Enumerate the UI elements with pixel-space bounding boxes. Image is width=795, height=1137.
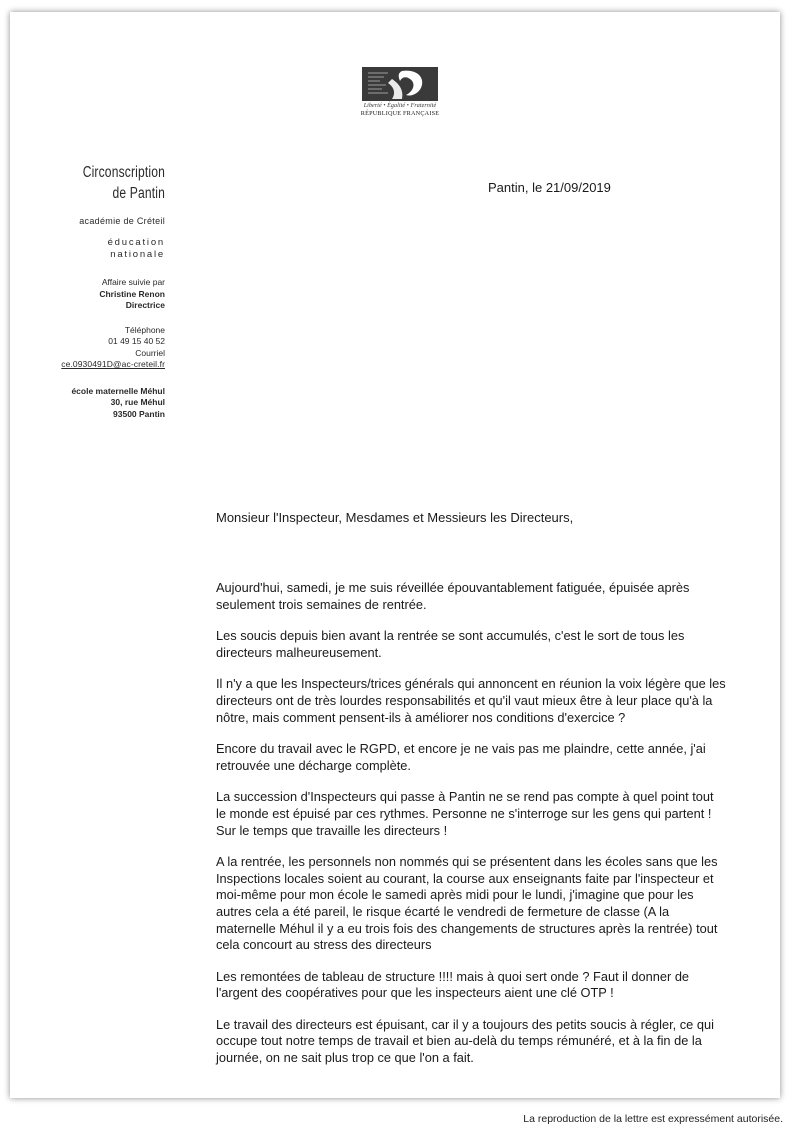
education-line-1: éducation bbox=[107, 237, 165, 248]
school-address-block bbox=[50, 386, 165, 421]
logo-motto: Liberté • Égalité • Fraternité bbox=[363, 103, 437, 109]
paragraph-1: Aujourd'hui, samedi, je me suis réveillée épouvantablement fatiguée, épuisée après seulement trois semaines de rentrée. bbox=[216, 580, 690, 612]
paragraph-4: Encore du travail avec le RGPD, et encore je ne vais pas me plaindre, cette année, j'ai retrouvée une décharge complète. bbox=[216, 741, 706, 773]
education-line-2: nationale bbox=[110, 249, 165, 260]
school-street: 30, rue Méhul bbox=[110, 397, 165, 407]
circonscription-line-1: Circonscription bbox=[82, 164, 165, 181]
letter-page bbox=[10, 12, 780, 1098]
contact-details-block bbox=[50, 325, 165, 371]
republic-logo bbox=[360, 67, 440, 117]
letter-salutation: Monsieur l'Inspecteur, Mesdames et Messieurs les Directeurs, bbox=[216, 510, 574, 525]
circonscription-line-2: de Pantin bbox=[112, 185, 165, 202]
marianne-logo-icon bbox=[362, 67, 438, 101]
sender-sidebar bbox=[50, 162, 165, 420]
contact-person-block bbox=[50, 277, 165, 312]
phone-number: 01 49 15 40 52 bbox=[108, 336, 165, 346]
paragraph-3: Il n'y a que les Inspecteurs/trices générals qui annoncent en réunion la voix légère que les directeurs ont de très lourdes responsabilités et qu'il vaut mieux être à leur place qu'à la nôtre, mais comment pensent-ils à améliorer nos conditions d'exercice ? bbox=[216, 676, 726, 725]
paragraph-6: A la rentrée, les personnels non nommés qui se présentent dans les écoles sans que les Inspections locales soient au courant, la course aux enseignants faite par l'inspecteur et moi-même pour mon école le samedi après midi pour le lundi, j'imagine que pour les autres cela a été pareil, le risque écarté le vendredi de fermeture de classe (A la maternelle Méhul il y a eu trois fois des changements de structures après la rentrée) tout cela concourt au stress des directeurs bbox=[216, 854, 718, 953]
paragraph-2: Les soucis depuis bien avant la rentrée se sont accumulés, c'est le sort de tous les directeurs malheureusement. bbox=[216, 628, 685, 660]
paragraph-5: La succession d'Inspecteurs qui passe à Pantin ne se rend pas compte à quel point tout le monde est épuisé par ces rythmes. Personne ne s'interroge sur les gens qui partent ! Sur le temps que travaille les directeurs ! bbox=[216, 789, 714, 838]
logo-republic: RÉPUBLIQUE FRANÇAISE bbox=[360, 110, 440, 117]
phone-label: Téléphone bbox=[124, 324, 165, 335]
reproduction-note: La reproduction de la lettre est expressément autorisée. bbox=[523, 1113, 783, 1125]
letter-body bbox=[216, 580, 726, 1082]
school-city: 93500 Pantin bbox=[113, 408, 165, 419]
paragraph-8: Le travail des directeurs est épuisant, car il y a toujours des petits soucis à régler, ce qui occupe tout notre temps de travail et bien au-delà du temps rémunéré, et à la fin de la journée, on ne sait plus trop ce que l'on a fait. bbox=[216, 1016, 714, 1066]
academy-label: académie de Créteil bbox=[79, 216, 165, 226]
email-link[interactable]: ce.0930491D@ac-creteil.fr bbox=[61, 359, 165, 369]
education-label bbox=[50, 237, 165, 261]
contact-name: Christine Renon bbox=[99, 288, 165, 299]
paragraph-7: Les remontées de tableau de structure !!!! mais à quoi sert onde ? Faut il donner de l'argent des coopératives pour que les inspecteurs aient une clé OTP ! bbox=[216, 968, 690, 1001]
letter-date: Pantin, le 21/09/2019 bbox=[488, 180, 611, 195]
contact-role: Directrice bbox=[125, 300, 165, 310]
followed-by-label: Affaire suivie par bbox=[101, 277, 165, 287]
school-name: école maternelle Méhul bbox=[71, 385, 165, 396]
mail-label: Courriel bbox=[135, 347, 165, 358]
